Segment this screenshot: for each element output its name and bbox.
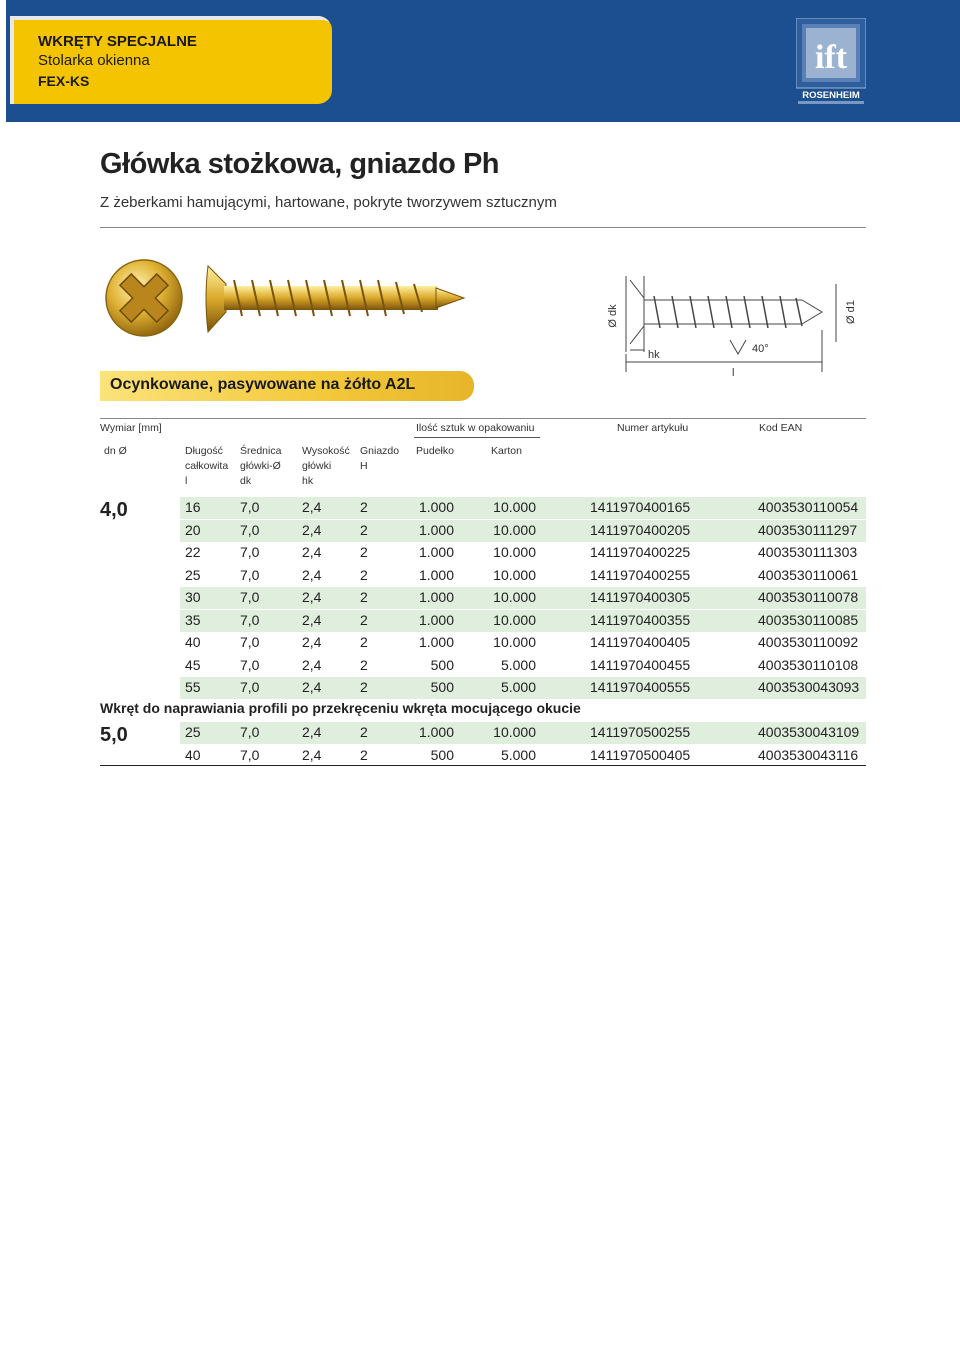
- cell-head-height: 2,4: [302, 611, 322, 628]
- cell-box-qty: 1.000: [418, 634, 454, 650]
- cell-box-qty: 1.000: [418, 566, 454, 583]
- cell-socket: 2: [360, 566, 368, 583]
- cell-socket: 2: [360, 679, 368, 695]
- cell-box-qty: 1.000: [418, 589, 454, 605]
- table-row: [180, 497, 866, 519]
- cell-ean-code: 4003530043116: [758, 746, 859, 763]
- cell-length: 22: [185, 544, 201, 560]
- header-dn: dn Ø: [104, 445, 127, 457]
- cell-head-height: 2,4: [302, 724, 322, 740]
- cell-head-diameter: 7,0: [240, 589, 260, 605]
- header-quantity-group: Ilość sztuk w opakowaniu: [416, 422, 535, 434]
- category-title: WKRĘTY SPECJALNE: [38, 33, 197, 50]
- header-length: Długość całkowita l: [185, 445, 229, 487]
- cell-head-diameter: 7,0: [240, 656, 260, 673]
- cell-length: 55: [185, 679, 201, 695]
- cell-article-number: 1411970400165: [590, 499, 691, 515]
- cell-carton-qty: 10.000: [493, 499, 536, 515]
- cell-article-number: 1411970500255: [590, 724, 691, 740]
- cell-ean-code: 4003530110108: [758, 656, 859, 673]
- ift-rosenheim-logo: [796, 18, 866, 106]
- table-note: Wkręt do naprawiania profili po przekręceniu wkręta mocującego okucie: [100, 700, 581, 716]
- table-row: [180, 542, 866, 564]
- cell-head-diameter: 7,0: [240, 521, 260, 538]
- table-row: [180, 722, 866, 744]
- cell-carton-qty: 5.000: [500, 656, 536, 673]
- cell-head-diameter: 7,0: [240, 634, 260, 650]
- cell-length: 25: [185, 724, 201, 740]
- table-row: [180, 677, 866, 699]
- finish-bar: [100, 371, 474, 401]
- cell-carton-qty: 10.000: [493, 544, 536, 560]
- cell-head-height: 2,4: [302, 499, 322, 515]
- cell-box-qty: 500: [430, 656, 454, 673]
- cell-box-qty: 500: [430, 746, 454, 763]
- cell-ean-code: 4003530110092: [758, 634, 859, 650]
- cell-length: 25: [185, 566, 201, 583]
- diameter-label: 5,0: [100, 724, 128, 746]
- cell-length: 16: [185, 499, 201, 515]
- diameter-label: 4,0: [100, 499, 128, 521]
- cell-ean-code: 4003530043109: [758, 724, 860, 740]
- cell-carton-qty: 10.000: [493, 521, 536, 538]
- cell-socket: 2: [360, 521, 368, 538]
- cell-head-height: 2,4: [302, 679, 322, 695]
- finish-label: Ocynkowane, pasywowane na żółto A2L: [110, 376, 416, 393]
- cell-length: 20: [185, 521, 201, 538]
- cell-article-number: 1411970400555: [590, 679, 691, 695]
- category-subtitle: Stolarka okienna: [38, 52, 150, 69]
- header-article-number: Numer artykułu: [617, 422, 689, 434]
- svg-text:l: l: [732, 367, 735, 379]
- cell-head-diameter: 7,0: [240, 544, 260, 560]
- cell-length: 30: [185, 589, 201, 605]
- header-head-diameter: Średnica główki-Ø dk: [240, 445, 282, 487]
- svg-text:40°: 40°: [752, 343, 769, 355]
- page-title: Główka stożkowa, gniazdo Ph: [100, 148, 499, 180]
- cell-socket: 2: [360, 634, 368, 650]
- cell-carton-qty: 10.000: [493, 634, 536, 650]
- cell-length: 40: [185, 746, 201, 763]
- cell-head-diameter: 7,0: [240, 611, 260, 628]
- cell-length: 40: [185, 634, 201, 650]
- cell-box-qty: 500: [430, 679, 454, 695]
- table-row: [180, 745, 866, 767]
- cell-head-diameter: 7,0: [240, 724, 260, 740]
- page-subtitle: Z żeberkami hamującymi, hartowane, pokryte tworzywem sztucznym: [100, 194, 557, 211]
- cell-socket: 2: [360, 656, 368, 673]
- cell-head-height: 2,4: [302, 656, 322, 673]
- cell-socket: 2: [360, 611, 368, 628]
- table-row: [180, 520, 866, 542]
- svg-text:ift: ift: [814, 39, 848, 76]
- table-row: [180, 587, 866, 609]
- cell-head-height: 2,4: [302, 566, 322, 583]
- quantity-group-underline: [414, 437, 540, 438]
- cell-article-number: 1411970400455: [590, 656, 691, 673]
- cell-length: 45: [185, 656, 201, 673]
- cell-head-diameter: 7,0: [240, 566, 260, 583]
- header-ean-code: Kod EAN: [759, 422, 803, 434]
- cell-carton-qty: 10.000: [493, 566, 536, 583]
- cell-article-number: 1411970400255: [590, 566, 691, 583]
- cell-socket: 2: [360, 746, 368, 763]
- header-carton: Karton: [491, 445, 522, 457]
- table-bottom-rule: [100, 765, 866, 766]
- cell-carton-qty: 5.000: [500, 679, 536, 695]
- svg-text:hk: hk: [648, 349, 660, 361]
- cell-head-diameter: 7,0: [240, 679, 260, 695]
- table-row: [180, 632, 866, 654]
- screw-diagram: [596, 270, 866, 380]
- cell-socket: 2: [360, 544, 368, 560]
- cell-head-diameter: 7,0: [240, 499, 260, 515]
- cell-box-qty: 1.000: [418, 611, 454, 628]
- screw-photo: [100, 252, 470, 344]
- svg-text:Ø dk: Ø dk: [607, 304, 619, 328]
- header-box: Pudełko: [416, 445, 454, 457]
- cell-article-number: 1411970400305: [590, 589, 691, 605]
- cell-socket: 2: [360, 724, 368, 740]
- svg-text:ROSENHEIM: ROSENHEIM: [802, 90, 860, 101]
- cell-box-qty: 1.000: [418, 724, 454, 740]
- cell-carton-qty: 10.000: [493, 724, 536, 740]
- cell-head-height: 2,4: [302, 544, 322, 560]
- cell-box-qty: 1.000: [418, 544, 454, 560]
- cell-carton-qty: 10.000: [493, 589, 536, 605]
- table-row: [180, 565, 866, 587]
- cell-carton-qty: 10.000: [493, 611, 536, 628]
- cell-length: 35: [185, 611, 201, 628]
- cell-socket: 2: [360, 589, 368, 605]
- table-row: [180, 655, 866, 677]
- cell-box-qty: 1.000: [418, 521, 454, 538]
- cell-head-height: 2,4: [302, 746, 322, 763]
- cell-article-number: 1411970500405: [590, 746, 691, 763]
- cell-ean-code: 4003530110054: [758, 499, 859, 515]
- divider: [100, 227, 866, 228]
- cell-ean-code: 4003530110078: [758, 589, 859, 605]
- cell-article-number: 1411970400205: [590, 521, 691, 538]
- header-head-height: Wysokość główki hk: [302, 445, 350, 487]
- cell-head-height: 2,4: [302, 589, 322, 605]
- cell-ean-code: 4003530110061: [758, 566, 859, 583]
- divider: [100, 418, 866, 419]
- category-box: [10, 16, 332, 104]
- cell-article-number: 1411970400405: [590, 634, 691, 650]
- cell-article-number: 1411970400355: [590, 611, 691, 628]
- product-code: FEX-KS: [38, 73, 90, 89]
- cell-ean-code: 4003530110085: [758, 611, 859, 628]
- cell-head-height: 2,4: [302, 634, 322, 650]
- cell-socket: 2: [360, 499, 368, 515]
- cell-head-diameter: 7,0: [240, 746, 260, 763]
- header-socket: Gniazdo H: [360, 445, 400, 472]
- cell-ean-code: 4003530111303: [758, 544, 858, 560]
- cell-article-number: 1411970400225: [590, 544, 691, 560]
- header-dimension-group: Wymiar [mm]: [100, 422, 162, 434]
- cell-ean-code: 4003530111297: [758, 521, 858, 538]
- table-row: [180, 610, 866, 632]
- cell-box-qty: 1.000: [418, 499, 454, 515]
- cell-ean-code: 4003530043093: [758, 679, 860, 695]
- svg-text:Ø d1: Ø d1: [845, 300, 857, 324]
- cell-head-height: 2,4: [302, 521, 322, 538]
- cell-carton-qty: 5.000: [500, 746, 536, 763]
